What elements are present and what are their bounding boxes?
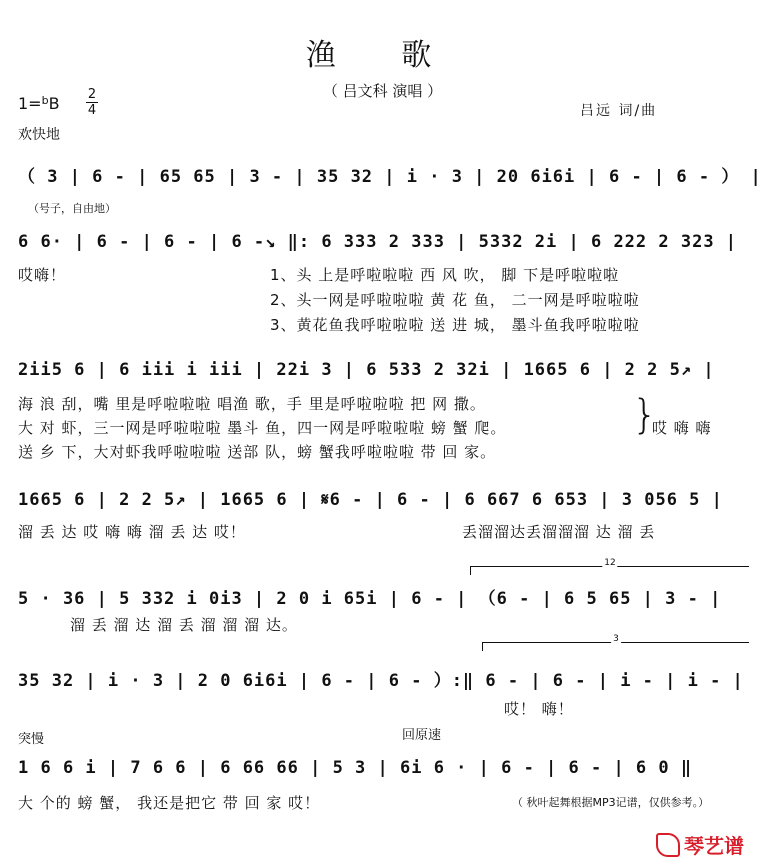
volta-bracket-12: 12 [470, 566, 749, 575]
performer-subtitle: （ 吕文科 演唱 ） [322, 82, 443, 100]
key-prefix: 1= [18, 94, 42, 113]
lyric-line-2-intro: 哎嗨！ [18, 266, 67, 284]
score-line-6: 35 32 | i · 3 | 2 0 6i6i | 6 - | 6 - ）:‖ 6 - | 6 - | i - | i - | [18, 671, 744, 691]
score-line-1: （ 3 | 6 - | 65 65 | 3 - | 35 32 | i · 3 | 20 6i6i | 6 - | 6 - ） | [18, 167, 762, 187]
lyric-line-2-verse-2: 2、头一网是呼啦啦啦 黄 花 鱼， 二一网是呼啦啦啦 [270, 291, 640, 309]
transcription-footnote: （ 秋叶起舞根据MP3记谱，仅供参考。） [512, 796, 710, 809]
slow-marking: 突慢 [18, 732, 45, 747]
logo-icon [656, 833, 680, 857]
volta-bracket-3: 3 [482, 642, 749, 651]
lyric-refrain-aside: 哎 嗨 嗨 [652, 419, 712, 437]
lyric-line-3-verse-1: 海 浪 刮，嘴 里是呼啦啦啦 唱渔 歌，手 里是呼啦啦啦 把 网 撒。 [18, 395, 486, 413]
composer-credit: 吕远 词/曲 [580, 103, 658, 119]
score-line-3: 2ii5 6 | 6 iii i iii | 22i 3 | 6 533 2 32i | 1665 6 | 2 2 5↗ | [18, 360, 715, 380]
lyric-line-2-verse-3: 3、黄花鱼我呼啦啦啦 送 进 城， 墨斗鱼我呼啦啦啦 [270, 316, 640, 334]
time-signature [86, 88, 98, 117]
lyric-line-4-a: 溜 丢 达 哎 嗨 嗨 溜 丢 达 哎！ [18, 523, 246, 541]
a-tempo-marking: 回原速 [402, 728, 442, 743]
song-title: 渔 歌 [305, 38, 460, 73]
lyric-line-2-verse-1: 1、头 上是呼啦啦啦 西 风 吹， 脚 下是呼啦啦啦 [270, 266, 620, 284]
lyric-line-3-verse-2: 大 对 虾，三一网是呼啦啦啦 墨斗 鱼，四一网是呼啦啦啦 螃 蟹 爬。 [18, 419, 507, 437]
verse-brace: } [632, 392, 658, 438]
time-bottom: 4 [87, 103, 97, 118]
key-flat: b [41, 94, 49, 107]
site-logo: 琴艺谱 [656, 830, 744, 859]
score-line-2: 6 6· | 6 - | 6 - | 6 -↘ ‖: 6 333 2 333 | 5332 2i | 6 222 2 323 | [18, 232, 738, 252]
score-line-7: 1 6 6 i | 7 6 6 | 6 66 66 | 5 3 | 6i 6 · | 6 - | 6 - | 6 0 ‖ [18, 758, 693, 778]
lyric-line-4-b: 丢溜溜达丢溜溜溜 达 溜 丢 [462, 523, 656, 541]
lyric-line-5: 溜 丢 溜 达 溜 丢 溜 溜 溜 达。 [70, 616, 298, 634]
shout-note: （号子，自由地） [28, 202, 116, 215]
key-signature [18, 94, 60, 113]
lyric-line-3-verse-3: 送 乡 下，大对虾我呼啦啦啦 送部 队，螃 蟹我呼啦啦啦 带 回 家。 [18, 443, 497, 461]
score-line-5: 5 · 36 | 5 332 i 0i3 | 2 0 i 65i | 6 - | （6 - | 6 5 65 | 3 - | [18, 589, 722, 609]
tempo-marking: 欢快地 [18, 127, 60, 143]
key-note: B [48, 94, 60, 113]
score-line-4: 1665 6 | 2 2 5↗ | 1665 6 | 𝄋6 - | 6 - | 6 667 6 653 | 3 056 5 | [18, 490, 723, 510]
lyric-line-7: 大 个的 螃 蟹， 我还是把它 带 回 家 哎！ [18, 794, 321, 812]
lyric-line-6: 哎！ 嗨！ [504, 700, 574, 718]
time-top: 2 [87, 87, 97, 102]
